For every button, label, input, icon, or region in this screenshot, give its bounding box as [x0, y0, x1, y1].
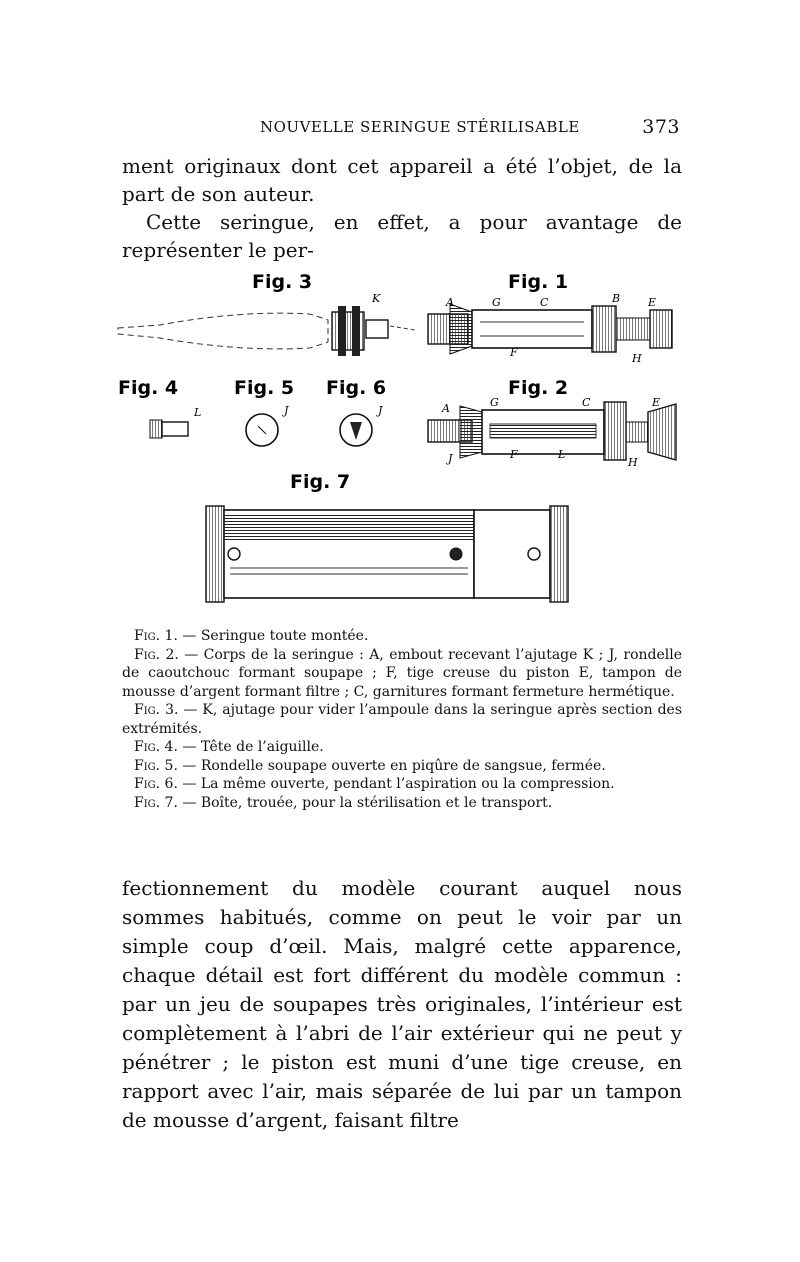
fig4-drawing: [118, 377, 201, 438]
caption-fig4: [122, 738, 682, 757]
fig1-letter-e: E: [648, 296, 657, 309]
fig1-letter-f: F: [510, 346, 518, 359]
fig3-label: Fig. 3: [252, 271, 313, 293]
caption-text: — Boîte, trouée, pour la stérilisation et le transport.: [182, 794, 553, 811]
figure-captions: [122, 627, 682, 812]
fig1-drawing: [428, 271, 672, 365]
caption-ref: Fig. 3.: [134, 702, 179, 718]
fig2-letter-a: A: [442, 402, 450, 415]
running-title: NOUVELLE SERINGUE STÉRILISABLE: [260, 118, 580, 136]
fig5-letter-j: J: [284, 404, 289, 417]
fig2-letter-g: G: [490, 396, 499, 409]
fig3-letter-k: K: [372, 292, 381, 305]
caption-fig7: [122, 794, 682, 813]
fig1-letter-h: H: [632, 352, 642, 365]
caption-fig1: [122, 627, 682, 646]
fig4-label: Fig. 4: [118, 377, 179, 399]
caption-text: — Tête de l’aiguille.: [182, 739, 324, 755]
paragraph-perfectionnement: fectionnement du modèle courant auquel nous sommes habitués, comme on peut le voir par un simple coup d’œil. Mais, malgré cette apparence, chaque détail est fort différent du modèle commun : par un jeu de soupapes très originales, l’intérieur est complètement à l’abri de l’air extérieur qui ne peut y pénétrer ; le piston est muni d’une tige creuse, en rapport avec l’air, mais séparée de lui par un tampon de mousse d’argent, faisant filtre: [122, 876, 682, 1132]
caption-ref: Fig. 4.: [134, 739, 178, 755]
caption-ref: Fig. 7.: [134, 794, 178, 811]
caption-text: — Rondelle soupape ouverte en piqûre de sangsue, fermée.: [182, 757, 606, 774]
caption-ref: Fig. 6.: [134, 776, 178, 792]
fig6-drawing: [326, 377, 386, 446]
fig1-letter-b: B: [612, 292, 621, 305]
paragraph-continued: ment originaux dont cet appareil a été l’objet, de la part de son auteur.: [122, 154, 682, 206]
caption-text: — La même ouverte, pendant l’aspiration ou la compression.: [182, 776, 615, 792]
caption-text: — Corps de la seringue : A, embout recevant l’ajutage K ; J, rondelle de caoutchouc formant soupape ; F, tige creuse du piston E, tampon de mousse d’argent formant filtre ; C, garnitures formant fermeture hermétique.: [122, 646, 683, 700]
fig2-letter-h: H: [628, 456, 638, 469]
fig6-label: Fig. 6: [326, 377, 387, 399]
page-number: 373: [642, 116, 680, 138]
fig5-label: Fig. 5: [234, 377, 295, 399]
paragraph-seringue: Cette seringue, en effet, a pour avantage de représenter le per-: [122, 210, 682, 262]
fig2-letter-e: E: [652, 396, 661, 409]
fig7-label: Fig. 7: [290, 471, 351, 493]
caption-fig2: [122, 646, 682, 702]
fig6-letter-j: J: [378, 404, 383, 417]
fig2-letter-j: J: [448, 452, 453, 465]
fig5-drawing: [234, 377, 294, 446]
caption-ref: Fig. 2.: [134, 646, 179, 663]
fig1-letter-g: G: [492, 296, 501, 309]
caption-ref: Fig. 1.: [134, 628, 178, 644]
fig2-letter-c: C: [582, 396, 591, 409]
syringe-illustration: [110, 262, 690, 622]
figures-plate: [110, 262, 690, 622]
fig2-letter-f: F: [510, 448, 518, 461]
caption-text: — Seringue toute montée.: [182, 628, 369, 644]
caption-ref: Fig. 5.: [134, 757, 178, 774]
fig2-drawing: [428, 377, 676, 469]
caption-fig6: [122, 775, 682, 794]
top-text-block: [122, 152, 682, 264]
fig2-letter-l: L: [558, 448, 566, 461]
fig7-drawing: [206, 471, 568, 602]
fig2-label: Fig. 2: [508, 377, 569, 399]
caption-fig3: [122, 701, 682, 738]
fig1-letter-c: C: [540, 296, 549, 309]
fig1-label: Fig. 1: [508, 271, 569, 293]
caption-text: — K, ajutage pour vider l’ampoule dans la seringue après section des extrémités.: [122, 702, 682, 737]
fig1-letter-a: A: [446, 296, 454, 309]
fig3-drawing: [118, 271, 415, 356]
caption-fig5: [122, 757, 682, 776]
bottom-text-block: [122, 874, 682, 1135]
fig4-letter-l: L: [194, 406, 202, 419]
